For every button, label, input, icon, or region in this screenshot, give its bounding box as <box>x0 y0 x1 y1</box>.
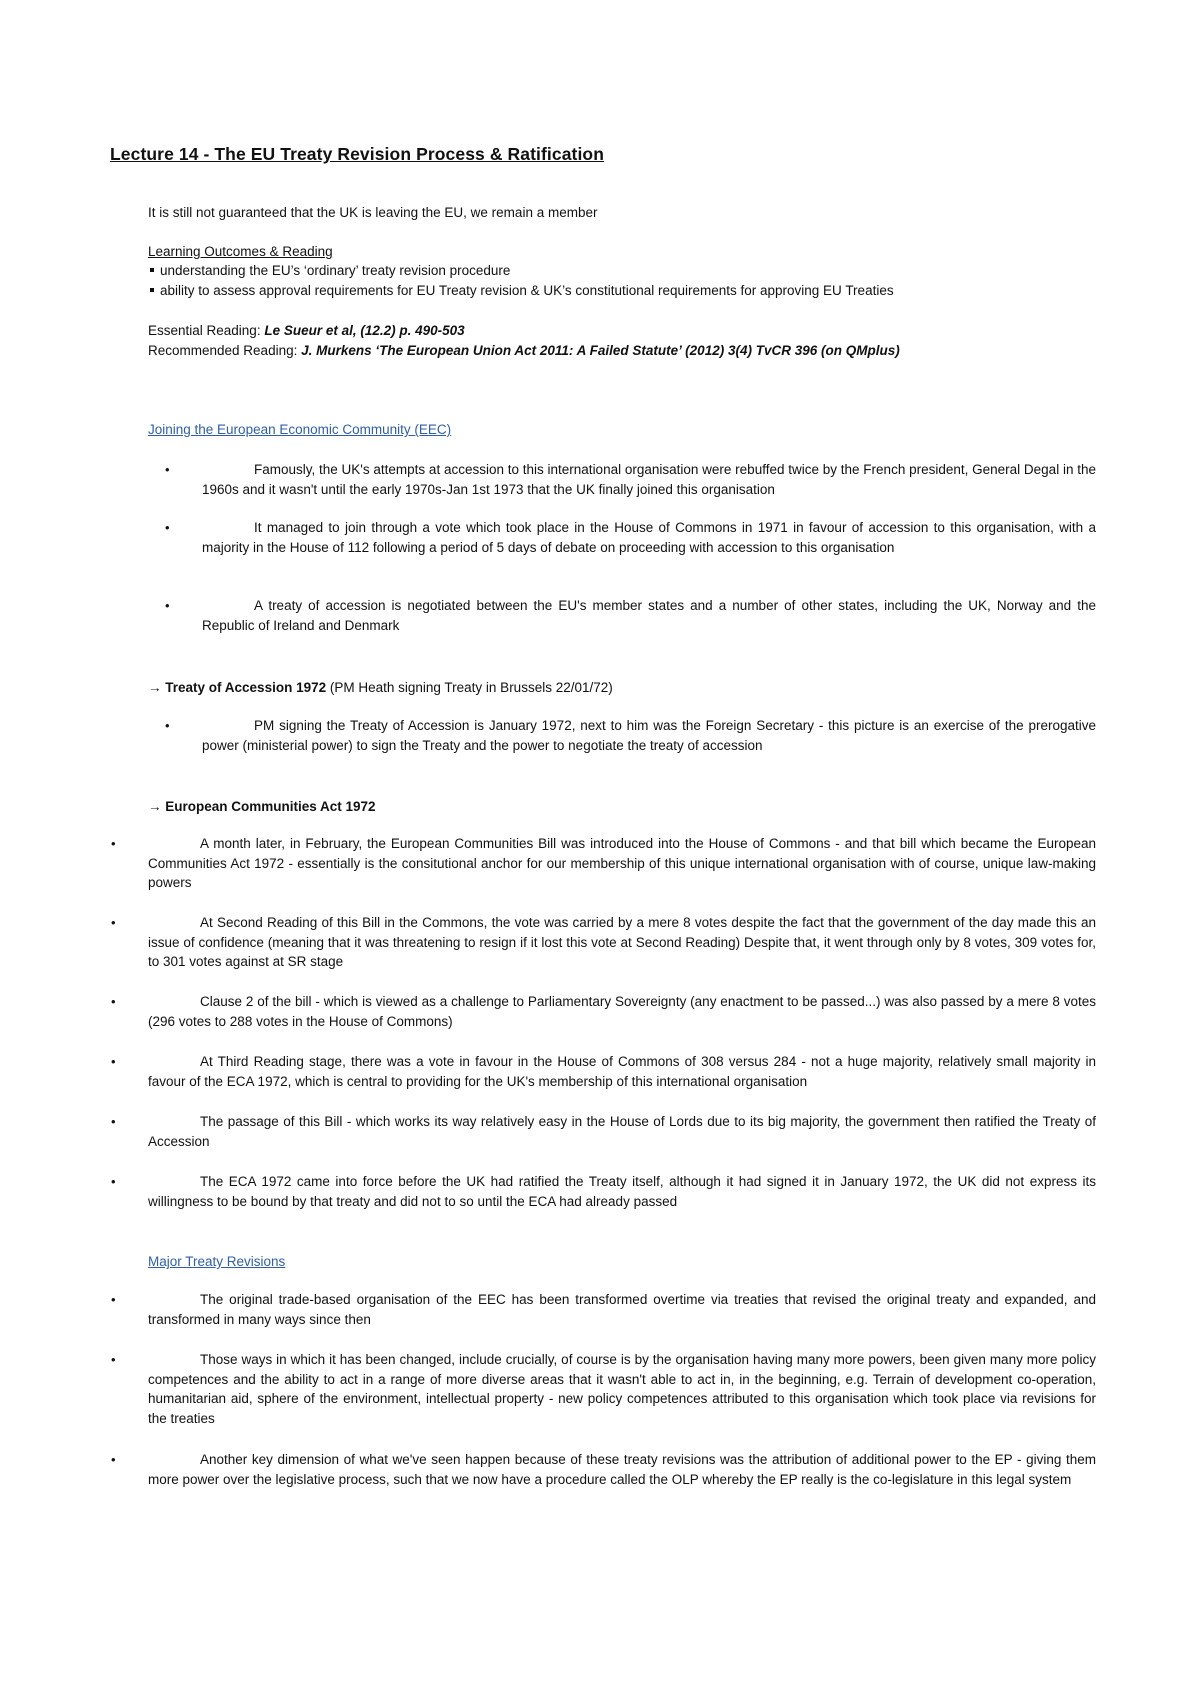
essential-reading: Essential Reading: Le Sueur et al, (12.2) p. 490-503 <box>148 323 465 338</box>
bullet-icon: • <box>165 718 170 733</box>
arrow-right-icon: → <box>148 680 162 695</box>
list-item: The original trade-based organisation of the EEC has been transformed overtime via treaties that revised the original treaty and expanded, and transformed in many ways since then <box>148 1292 1096 1327</box>
list-item: A treaty of accession is negotiated between the EU's member states and a number of other states, including the UK, Norway and the Republic of Ireland and Denmark <box>202 598 1096 633</box>
bullet-icon: • <box>111 1452 116 1467</box>
list-item: Those ways in which it has been changed, include crucially, of course is by the organisation having many more powers, been given many more policy competences and the ability to act in a range of more diverse areas that it wasn't able to act in, in the beginning, e.g. Terrain of development co-operation, humanitarian aid, sphere of the environment, intellectual property - new policy competences attributed to this organisation which took place via revisions for the treaties <box>148 1352 1096 1426</box>
bullet-icon: • <box>111 994 116 1009</box>
bullet-icon: • <box>111 1292 116 1307</box>
intro-text: It is still not guaranteed that the UK is leaving the EU, we remain a member <box>148 205 598 220</box>
list-item: A month later, in February, the European Communities Bill was introduced into the House of Commons - and that bill which became the European Communities Act 1972 - essentially is the consitutional anchor for our membership of this unique international organisation with of course, unique law-making powers <box>148 836 1096 890</box>
list-item: The passage of this Bill - which works its way relatively easy in the House of Lords due to its big majority, the government then ratified the Treaty of Accession <box>148 1114 1096 1149</box>
bullet-icon: • <box>165 520 170 535</box>
bullet-icon: • <box>111 1054 116 1069</box>
square-bullet-icon <box>150 268 154 272</box>
list-item: The ECA 1972 came into force before the UK had ratified the Treaty itself, although it had signed it in January 1972, the UK did not express its willingness to be bound by that treaty and did not to so until the ECA had already passed <box>148 1174 1096 1209</box>
bullet-icon: • <box>165 462 170 477</box>
recommended-reading: Recommended Reading: J. Murkens ‘The European Union Act 2011: A Failed Statute’ (2012) 3(4) TvCR 396 (on QMplus) <box>148 343 900 358</box>
bullet-icon: • <box>111 1352 116 1367</box>
list-item: It managed to join through a vote which took place in the House of Commons in 1971 in favour of accession to this organisation, with a majority in the House of 112 following a period of 5 days of debate on proceeding with accession to this organisation <box>202 520 1096 555</box>
bullet-icon: • <box>111 915 116 930</box>
bullet-icon: • <box>111 1114 116 1129</box>
eca-heading: → European Communities Act 1972 <box>148 799 376 814</box>
treaty-of-accession-heading: → Treaty of Accession 1972 (PM Heath signing Treaty in Brussels 22/01/72) <box>148 680 613 695</box>
list-item: Another key dimension of what we've seen happen because of these treaty revisions was the attribution of additional power to the EP - giving them more power over the legislative process, such that we now have a procedure called the OLP whereby the EP really is the co-legislature in this legal system <box>148 1452 1096 1487</box>
learning-item: understanding the EU’s ‘ordinary’ treaty revision procedure <box>148 261 510 280</box>
arrow-right-icon: → <box>148 799 162 814</box>
learning-outcomes-heading: Learning Outcomes & Reading <box>148 244 333 259</box>
list-item: Famously, the UK's attempts at accession to this international organisation were rebuffed twice by the French president, General Degal in the 1960s and it wasn't until the early 1970s-Jan 1st 1973 that the UK finally joined this organisation <box>202 462 1096 497</box>
list-item: At Third Reading stage, there was a vote in favour in the House of Commons of 308 versus 284 - not a huge majority, relatively small majority in favour of the ECA 1972, which is central to providing for the UK's membership of this international organisation <box>148 1054 1096 1089</box>
bullet-icon: • <box>165 598 170 613</box>
section-heading-major-revisions[interactable]: Major Treaty Revisions <box>148 1254 286 1269</box>
square-bullet-icon <box>150 288 154 292</box>
bullet-icon: • <box>111 1174 116 1189</box>
learning-item: ability to assess approval requirements for EU Treaty revision & UK’s constitutional requirements for approving EU Treaties <box>148 281 894 300</box>
bullet-icon: • <box>111 836 116 851</box>
list-item: At Second Reading of this Bill in the Commons, the vote was carried by a mere 8 votes despite the fact that the government of the day made this an issue of confidence (meaning that it was threatening to resign if it lost this vote at Second Reading) Despite that, it went through only by 8 votes, 309 votes for, to 301 votes against at SR stage <box>148 915 1096 969</box>
section-heading-eec[interactable]: Joining the European Economic Community (EEC) <box>148 422 452 437</box>
list-item: PM signing the Treaty of Accession is January 1972, next to him was the Foreign Secretary - this picture is an exercise of the prerogative power (ministerial power) to sign the Treaty and the power to negotiate the treaty of accession <box>202 718 1096 753</box>
page-title: Lecture 14 - The EU Treaty Revision Process & Ratification <box>110 144 605 164</box>
list-item: Clause 2 of the bill - which is viewed as a challenge to Parliamentary Sovereignty (any enactment to be passed...) was also passed by a mere 8 votes (296 votes to 288 votes in the House of Commons) <box>148 994 1096 1029</box>
